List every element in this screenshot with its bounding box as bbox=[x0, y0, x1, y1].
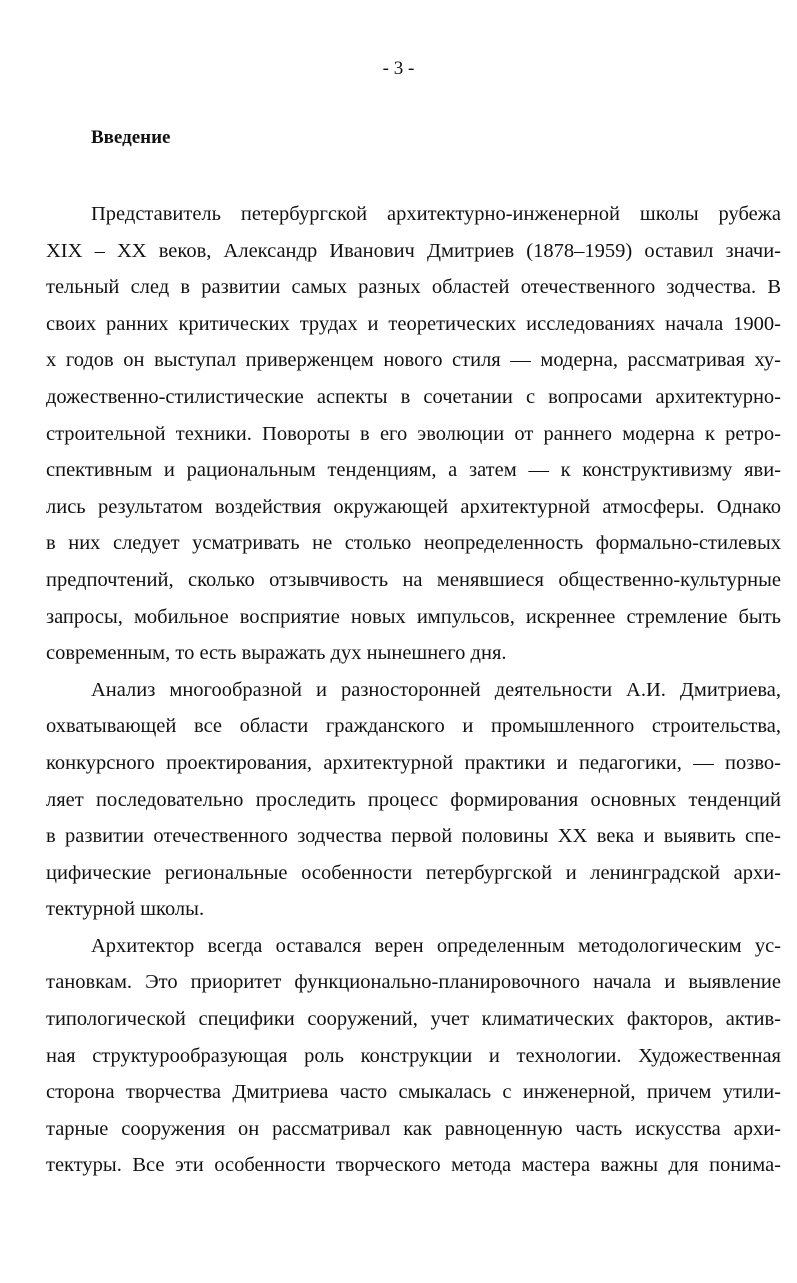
text-line: конкурсного проектирования, архитектурной практики и педагогики, — позво- bbox=[46, 751, 781, 774]
text-line: ная структурообразующая роль конструкции и технологии. Художественная bbox=[46, 1044, 781, 1067]
text-line: Представитель петербургской архитектурно-инженерной школы рубежа bbox=[91, 203, 781, 225]
text-line: в них следует усматривать не столько неопределенность формально-стилевых bbox=[46, 532, 781, 555]
text-line: дожественно-стилистические аспекты в сочетании с вопросами архитектурно- bbox=[46, 385, 781, 408]
text-line: спективным и рациональным тенденциям, а затем — к конструктивизму яви- bbox=[46, 459, 781, 482]
text-line: своих ранних критических трудах и теоретических исследованиях начала 1900- bbox=[46, 312, 781, 335]
text-line: запросы, мобильное восприятие новых импульсов, искреннее стремление быть bbox=[46, 605, 781, 628]
text-line: лись результатом воздействия окружающей архитектурной атмосферы. Однако bbox=[46, 495, 781, 518]
text-line: в развитии отечественного зодчества первой половины XX века и выявить спе- bbox=[46, 825, 781, 848]
text-line: тектурной школы. bbox=[46, 898, 205, 921]
text-line: тектуры. Все эти особенности творческого метода мастера важны для понима- bbox=[46, 1154, 781, 1177]
text-line: тановкам. Это приоритет функционально-планировочного начала и выявление bbox=[46, 971, 781, 994]
text-line: типологической специфики сооружений, учет климатических факторов, актив- bbox=[46, 1008, 781, 1031]
text-line: XIX – XX веков, Александр Иванович Дмитриев (1878–1959) оставил значи- bbox=[46, 239, 781, 262]
text-line: ляет последовательно проследить процесс формирования основных тенденций bbox=[46, 788, 781, 811]
text-line: строительной техники. Повороты в его эволюции от раннего модерна к ретро- bbox=[46, 422, 781, 445]
paragraph bbox=[46, 196, 781, 672]
text-line: сторона творчества Дмитриева часто смыкалась с инженерной, причем утили- bbox=[46, 1081, 781, 1104]
page-number: - 3 - bbox=[382, 58, 415, 79]
paragraph bbox=[46, 928, 781, 1184]
paragraph bbox=[46, 672, 781, 928]
section-heading: Введение bbox=[91, 127, 171, 148]
text-line: Архитектор всегда оставался верен определенным методологическим ус- bbox=[91, 934, 781, 957]
text-line: Анализ многообразной и разносторонней деятельности А.И. Дмитриева, bbox=[91, 678, 781, 701]
text-line: тарные сооружения он рассматривал как равноценную часть искусства архи- bbox=[46, 1117, 781, 1140]
body-text bbox=[46, 196, 781, 1184]
text-line: предпочтений, сколько отзывчивость на менявшиеся общественно-культурные bbox=[46, 568, 781, 591]
text-line: тельный след в развитии самых разных областей отечественного зодчества. В bbox=[46, 276, 781, 299]
text-line: современным, то есть выражать дух нынешнего дня. bbox=[46, 642, 507, 665]
text-line: х годов он выступал приверженцем нового стиля — модерна, рассматривая ху- bbox=[46, 349, 781, 372]
text-line: охватывающей все области гражданского и промышленного строительства, bbox=[46, 715, 781, 738]
text-line: цифические региональные особенности петербургской и ленинградской архи- bbox=[46, 861, 781, 884]
